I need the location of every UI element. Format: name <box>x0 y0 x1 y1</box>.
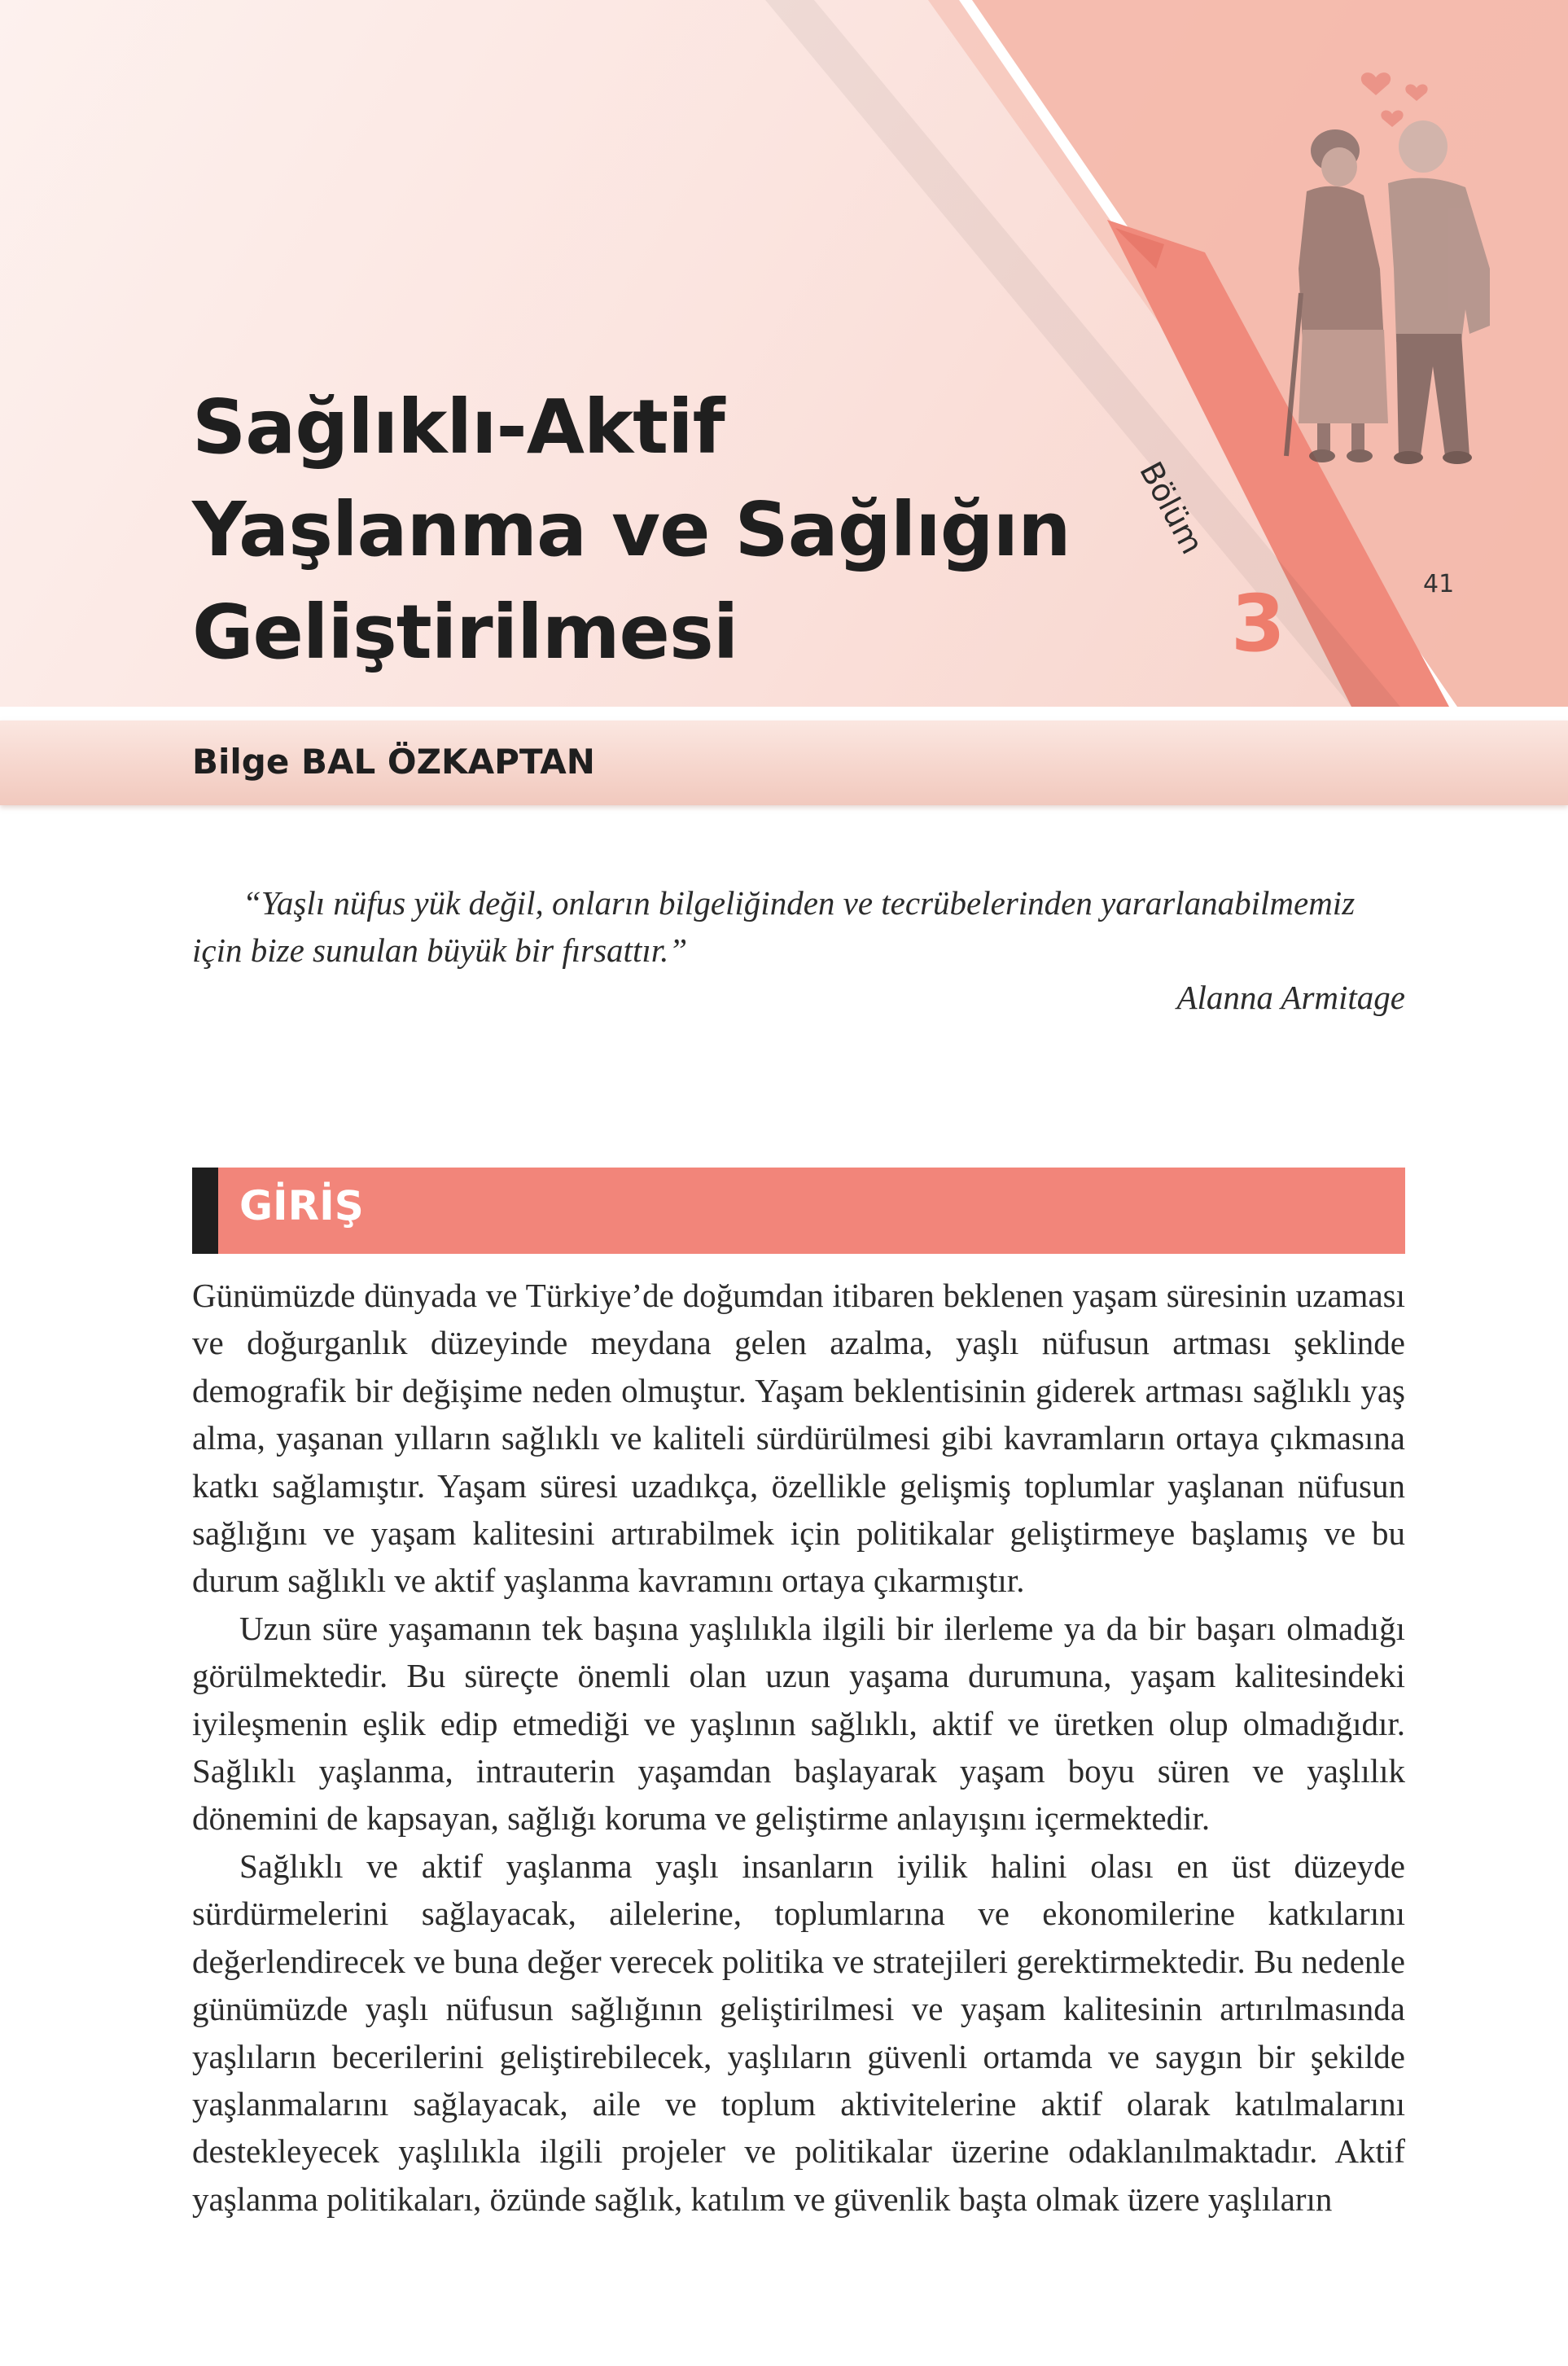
chapter-number: 3 <box>1231 578 1285 669</box>
author-name: Bilge BAL ÖZKAPTAN <box>192 742 595 782</box>
epigraph-attribution: Alanna Armitage <box>1176 979 1405 1016</box>
chapter-title <box>192 376 1071 684</box>
page-number: 41 <box>1423 570 1455 598</box>
section-header <box>192 1168 1405 1254</box>
title-line: Geliştirilmesi <box>192 589 738 676</box>
chapter-header <box>0 0 1568 707</box>
section-title: GİRİŞ <box>239 1182 364 1229</box>
section-body <box>192 1272 1405 2223</box>
title-line: Sağlıklı-Aktif <box>192 383 725 471</box>
epigraph-text: “Yaşlı nüfus yük değil, onların bilgeliğinden ve tecrübelerinden yararlanabilmemiz için bize sunulan büyük bir fırsattır.” <box>192 884 1356 969</box>
paragraph: Günümüzde dünyada ve Türkiye’de doğumdan itibaren beklenen yaşam süresinin uzaması ve doğurganlık düzeyinde meydana gelen azalma, yaşlı nüfusun artması şeklinde demografik bir değişime neden olmuştur. Yaşam beklentisinin giderek artması sağlıklı yaş alma, yaşanan yılların sağlıklı ve kaliteli sürdürülmesi gibi kavramların ortaya çıkmasına katkı sağlamıştır. Yaşam süresi uzadıkça, özellikle gelişmiş toplumlar yaşlanan nüfusun sağlığını ve yaşam kalitesini artırabilmek için politikalar geliştirmeye başlamış ve bu durum sağlıklı ve aktif yaşlanma kavramını ortaya çıkarmıştır. <box>192 1277 1405 1600</box>
paragraph: Sağlıklı ve aktif yaşlanma yaşlı insanların iyilik halini olası en üst düzeyde sürdürmelerini sağlayacak, ailelerine, toplumlarına ve ekonomilerine katkılarını değerlendirecek ve buna değer verecek politika ve stratejileri gerektirmektedir. Bu nedenle günümüzde yaşlı nüfusun sağlığının geliştirilmesi ve yaşam kalitesinin artırılmasında yaşlıların becerilerini geliştirebilecek, yaşlıların güvenli ortamda ve saygın bir şekilde yaşlanmalarını sağlayacak, aile ve toplum aktivitelerine aktif olarak katılmalarını destekleyecek yaşlılıkla ilgili projeler ve politikalar üzerine odaklanılmaktadır. Aktif yaşlanma politikaları, özünde sağlık, katılım ve güvenlik başta olmak üzere yaşlıların <box>192 1847 1405 2218</box>
chapter-label: Bölüm <box>1132 456 1211 560</box>
title-line: Yaşlanma ve Sağlığın <box>192 486 1071 573</box>
paragraph: Uzun süre yaşamanın tek başına yaşlılıkla ilgili bir ilerleme ya da bir başarı olmadığı görülmektedir. Bu süreçte önemli olan uzun yaşama durumuna, yaşam kalitesindeki iyileşmenin eşlik edip etmediği ve yaşlının sağlıklı, aktif ve üretken olup olmadığıdır. Sağlıklı yaşlanma, intrauterin yaşamdan başlayarak yaşam boyu süren ve yaşlılık dönemini de kapsayan, sağlığı koruma ve geliştirme anlayışını içermektedir. <box>192 1609 1405 1838</box>
section-header-edge <box>192 1168 218 1254</box>
epigraph <box>192 879 1405 1021</box>
